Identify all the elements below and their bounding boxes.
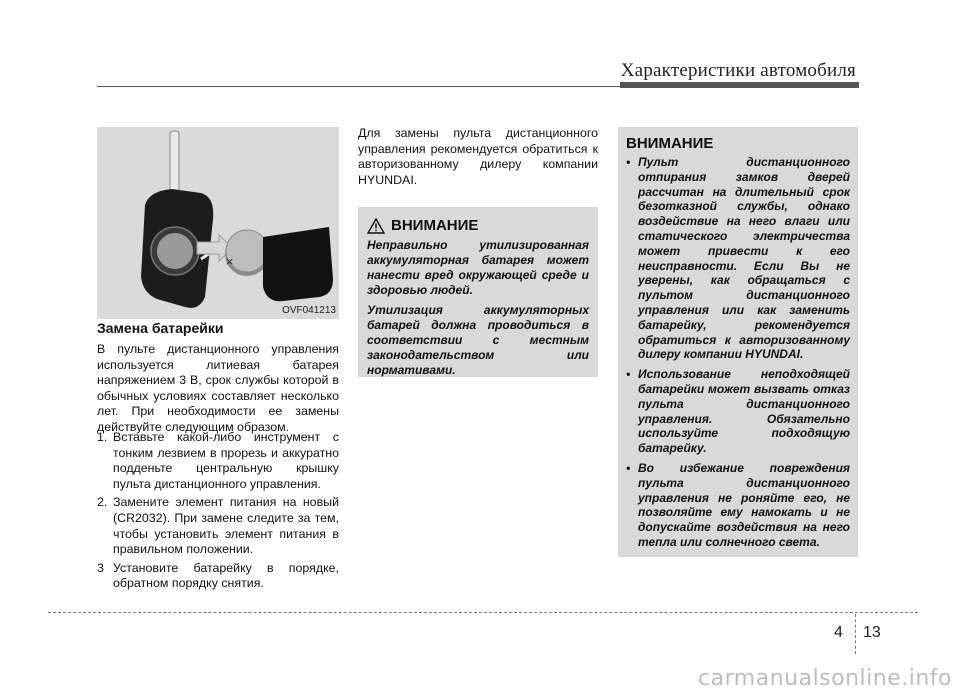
bullet-text: Использование неподходящей батарейки может вызвать отказ пульта дистанционного управления. Обязательно используйте подходящую батарейку. [638, 367, 850, 456]
bullet-icon: • [626, 367, 631, 382]
intro-paragraph: В пульте дистанционного управления используется литиевая батарея напряжением 3 В, срок службы которой в обычных условиях составляет несколько лет. При необходимости ее замены действуйте следующим образом. [97, 342, 339, 434]
key-fob-illustration [97, 127, 339, 319]
header-accent-bar [620, 82, 859, 88]
warning-text: Утилизация аккумуляторных батарей должна проводиться в соответствии с местным законодательством или нормативами. [367, 303, 589, 377]
running-header-title: Характеристики автомобиля [620, 60, 856, 81]
list-item [97, 561, 339, 592]
bullet-icon: • [626, 155, 631, 169]
step-number: 2. [97, 495, 108, 510]
svg-text:×: × [225, 255, 235, 268]
footer-separator [855, 614, 856, 654]
footer-rule [48, 612, 918, 613]
bullet-text: Во избежание повреждения пульта дистанционного управления не роняйте его, не позволяйте ему намокать и не допускайте воздействия на него тепла или солнечного света. [638, 460, 850, 549]
list-item [626, 155, 850, 362]
list-item [97, 430, 339, 492]
key-blade [170, 131, 179, 193]
step-number: 1. [97, 430, 108, 444]
step-text: Установите батарейку в порядке, обратном порядку снятия. [113, 560, 339, 591]
warning-triangle-icon [367, 218, 385, 234]
fob-cover [263, 227, 333, 301]
list-item [626, 367, 850, 456]
warning-bullets [626, 155, 850, 550]
bullet-text: Пульт дистанционного отпирания замков дверей рассчитан на длительный срок безотказной службы, однако воздействие на него влаги или статического электричества может привести к его неисправности. Если Вы не уверены, как обращаться с пультом дистанционного управления или как заменить батарейку, рекомендуется обратиться к авторизованному дилеру компании HYUNDAI. [638, 155, 850, 362]
step-text: Замените элемент питания на новый (CR2032). При замене следите за тем, чтобы установить элемент питания в правильном положении. [113, 495, 339, 557]
chapter-number: 4 [834, 624, 843, 641]
bullet-icon: • [626, 460, 631, 475]
list-item [97, 495, 339, 557]
warning-box-remote [618, 127, 858, 557]
dealer-paragraph: Для замены пульта дистанционного управления рекомендуется обратиться к авторизованному дилеру компании HYUNDAI. [358, 126, 598, 187]
list-item [626, 461, 850, 550]
warning-box-disposal [358, 207, 598, 377]
warning-title: ВНИМАНИЕ [391, 217, 479, 234]
page-number: 13 [863, 624, 881, 641]
step-text: Вставьте какой-либо инструмент с тонким лезвием в прорезь и аккуратно подденьте центральную крышку пульта дистанционного управления. [113, 430, 339, 491]
warning-heading [367, 217, 589, 234]
watermark: carmanualsonline.info [698, 666, 952, 691]
figure-code: OVF041213 [282, 305, 336, 316]
key-battery-figure [97, 127, 339, 319]
step-number: 3 [97, 560, 104, 575]
warning-title: ВНИМАНИЕ [626, 135, 714, 152]
warning-text: Неправильно утилизированная аккумуляторная батарея может нанести вред окружающей среде и здоровью людей. [367, 238, 589, 297]
section-title: Замена батарейки [97, 320, 224, 336]
fob-battery [157, 233, 193, 269]
steps-list [97, 430, 339, 595]
